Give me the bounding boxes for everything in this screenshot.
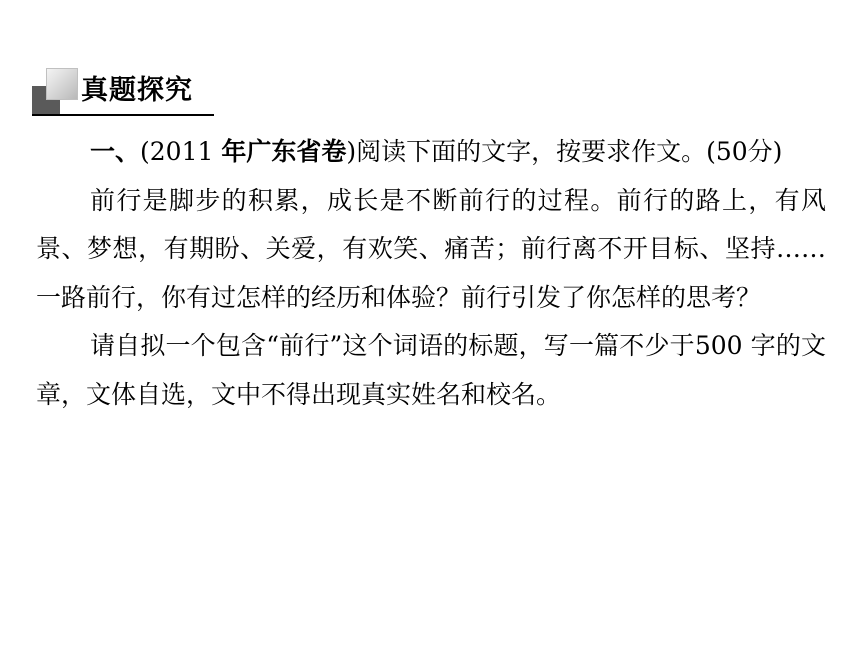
header-decoration-light-square	[46, 68, 78, 100]
question-prompt	[36, 128, 826, 177]
question-intro: )阅读下面的文字，按要求作文。(50分)	[346, 137, 783, 166]
section-title: 真题探究	[81, 75, 193, 106]
question-content	[36, 128, 826, 419]
question-number: 一、	[90, 137, 141, 166]
material-paragraph: 前行是脚步的积累，成长是不断前行的过程。前行的路上，有风景、梦想，有期盼、关爱，有欢笑、痛苦；前行离不开目标、坚持……一路前行，你有过怎样的经历和体验？前行引发了你怎样的思考？	[36, 185, 826, 312]
question-source-open: (2011	[140, 137, 222, 166]
requirement-paragraph: 请自拟一个包含“前行”这个词语的标题，写一篇不少于500 字的文章，文体自选，文中不得出现真实姓名和校名。	[36, 331, 826, 409]
header-underline	[32, 114, 214, 116]
question-source: 年广东省卷	[221, 137, 347, 166]
section-header	[32, 66, 222, 118]
